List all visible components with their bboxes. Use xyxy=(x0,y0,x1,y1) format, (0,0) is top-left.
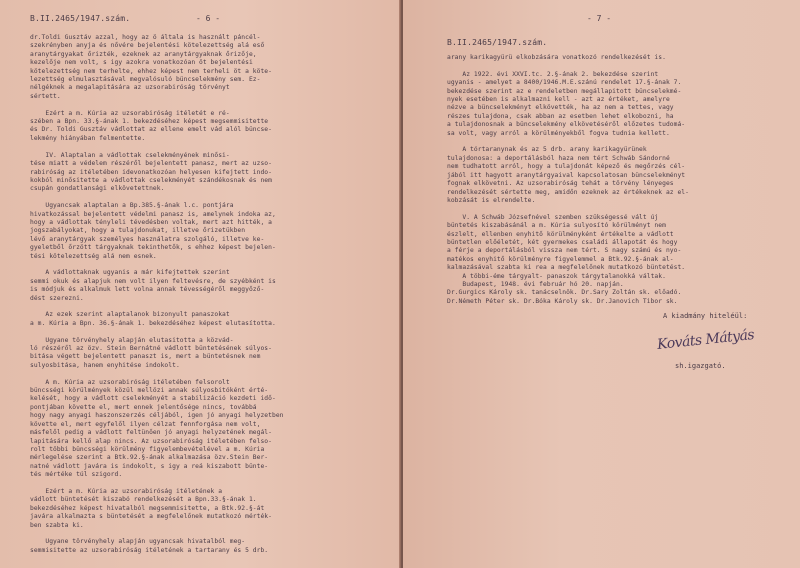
right-text-line: bekezdése szerint az e rendeletben megállapitott büncselekmé- xyxy=(447,87,682,95)
right-text-line: észlelt, ellenben enyhitő körülményként értékelte a vádlott xyxy=(447,230,674,238)
right-text-line: nem tudhatott arról, hogy a tulajdonát képező és megőrzés cél- xyxy=(447,163,686,171)
left-text-line: semmisitette az uzsorabiróság itéletének a tartarany és 5 drb. xyxy=(30,546,269,554)
right-text-line xyxy=(447,62,774,70)
left-text-line: Ugyancsak alaptalan a Bp.385.§-ának l.c. pontjára xyxy=(30,202,234,210)
left-text-line: dr.Toldi Gusztáv azzal, hogy az ö általa is használt páncél- xyxy=(30,34,261,41)
left-page-number: - 6 - xyxy=(196,14,221,23)
right-text-line: fognak elkövetni. Az uzsorabiróság tehát a törvény lényeges xyxy=(447,180,674,188)
left-text-line: rolt többi büncsségi körülmény figyelembevételével a m. Kúria xyxy=(30,445,265,453)
right-text-line: nyek esetében is alkalmazni kell - azt az értéket, amelyre xyxy=(447,96,670,104)
left-text-line: vádlott büntetését kiszabó rendelkezését a Bpn.33.§-ának 1. xyxy=(30,496,257,504)
left-text-line: natné vádlott javára is indokolt, s igy a reá kiszabott bünte- xyxy=(30,462,269,470)
left-text-line: tés mértéke túl szigord. xyxy=(30,471,123,479)
left-text-line: javára alkalmazta s büntetését a megfelelőnek mutatkozó mérték- xyxy=(30,513,272,521)
left-page-header: B.II.2465/1947.szám. xyxy=(30,14,131,23)
left-text-line: gyeletből őrzött tárgyaknak tekinthetők, s ehhez képest bejelen- xyxy=(30,244,276,252)
right-text-line: részes tulajdona, csak abban az esetben lehet elkobozni, ha xyxy=(447,112,674,120)
left-text-line: nélgéknek a megalapitására az uzsorabiróság törvényt xyxy=(30,84,230,92)
right-text-line: sa volt, vagy arról a körülményekből fogva tudnia kellett. xyxy=(447,129,670,137)
left-text-line: szekrényben anyja és nővére bejelentési kötelezettség alá eső xyxy=(30,42,265,50)
left-text-line: kokból minősitette a vádlottak cselekményét szándékosnak és nem xyxy=(30,176,272,184)
left-text-line: A m. Kúria az uzsorabiróság itéletében felsorolt xyxy=(30,378,230,386)
handwritten-signature: Kováts Mátyás xyxy=(656,326,755,354)
left-text-line: rabiróság az itéletében idevonatkozóan helyesen kifejtett indo- xyxy=(30,168,272,176)
left-text-line: sulyosbitása, hanem enyhitése indokolt. xyxy=(30,361,180,369)
left-text-line: a m. Kúria a Bpn. 36.§-ának 1. bekezdéséhez képest elutasította. xyxy=(30,319,276,327)
left-text-line: szében a Bpn. 33.§-ának 1. bekezdéséhez képest megsemmisitette xyxy=(30,118,269,126)
right-text-line: rendelkezését sértette meg, amidőn ezeknek az értékeknek az el- xyxy=(447,188,689,196)
left-text-line: dést szerezni. xyxy=(30,294,84,302)
left-text-line: sértett. xyxy=(30,92,61,100)
left-text-line: ló részéről az özv. Stein Bernátné vádlott büntetésének súlyos- xyxy=(30,345,272,353)
right-page xyxy=(403,0,800,568)
right-text-line: kalmazásával szabta ki rea a megfelelőnek mutatkozó büntetést. xyxy=(447,264,686,272)
right-text-line: Dr.Gurgics Károly sk. tanácselnök. Dr.Sary Zoltán sk. előadó. xyxy=(447,289,682,297)
left-text-line: jogszabályokat, hogy a tulajdonukat, illetve őrizetükben xyxy=(30,227,246,235)
right-text-line: arany karikagyürü elkobzására vonatkozó rendelkezését is. xyxy=(447,54,666,61)
left-text-line: aranytárgyakat őrizték, ezeknek az aranytárgyaknak őrizője, xyxy=(30,50,257,58)
left-text-line: bitása végett bejelentett panaszt is, mert a büntetésnek nem xyxy=(30,353,261,361)
left-text-line: is módjuk és alkalmuk lett volna annak tévességéről meggyőző- xyxy=(30,286,265,294)
left-text-line: kezelője nem volt, s igy azokra vonatkozóan öt bejelentési xyxy=(30,59,253,67)
right-text-line: matékos enyhitő körülményre figyelemmel a Btk.92.§-ának al- xyxy=(447,255,674,263)
left-text-line: tési kötelezettség alá nem esnek. xyxy=(30,252,157,260)
left-text-line xyxy=(30,143,379,151)
left-text-line: lévő aranytárgyak személyes használatra szolgáló, illetve ke- xyxy=(30,235,265,243)
left-text-line: pontjában követte el, mert ennek jelentősége nincs, továbbá xyxy=(30,403,257,411)
left-text-line: IV. Alaptalan a vádlottak cselekményének minősi- xyxy=(30,151,230,159)
left-text-line xyxy=(30,328,379,336)
left-text-line: büncsségi körülmények közül mellözi annak súlyosbitóként érté- xyxy=(30,387,269,395)
right-text-line: A többi-éme tárgyalt- panaszok tárgytalanokká váltak. xyxy=(447,272,666,280)
right-text-line: Budapest, 1948. évi február hó 20. napján. xyxy=(447,280,624,288)
right-text-line: büntetés kiszabásánál a m. Kúria sulyosító körülményt nem xyxy=(447,222,666,230)
right-text-line: Az 1922. évi XXVI.tc. 2.§-ának 2. bekezdése szerint xyxy=(447,70,659,78)
left-text-line: ben szabta ki. xyxy=(30,521,84,529)
right-text-line: jából itt hagyott aranytárgyaival kapcsolatosan büncselekményt xyxy=(447,171,686,179)
left-text-line: mérlegelése szerint a Btk.92.§-ának alkalmazása özv.Stein Ber- xyxy=(30,454,269,462)
left-text-line: és Dr. Toldi Gusztáv vádlottat az ellene emelt vád alól büncse- xyxy=(30,126,272,134)
left-text-line: kötelezettség nem terhelte, ehhez képest nem terheli öt a köte- xyxy=(30,67,272,75)
left-text-line xyxy=(30,194,379,202)
left-text-line: Ugyane törvényhely alapján elutasitotta a közvád- xyxy=(30,336,234,344)
left-text-line: lekmény hiányában felmentette. xyxy=(30,134,146,142)
right-text-line: V. A Schwáb Józsefnével szemben szükségessé vált új xyxy=(447,213,659,221)
left-text-line: csupán gondatlansági elkövetettnek. xyxy=(30,185,165,193)
left-text-line xyxy=(30,303,379,311)
left-page-body xyxy=(30,34,379,555)
right-text-line xyxy=(447,205,774,213)
right-page-body xyxy=(447,54,774,306)
left-text-line: lapitására kellő alap nincs. Az uzsorabiróság itéletében felso- xyxy=(30,437,272,445)
right-text-line: büntetlen előéletét, két gyermekes családi állapotát és hogy xyxy=(447,238,678,246)
right-text-line: a tulajdonosnak a büncselekmény elkövetéséről előzetes tudomá- xyxy=(447,121,686,129)
left-text-line: semmi okuk és alapjuk nem volt ilyen feltevésre, de szyébként is xyxy=(30,277,276,285)
right-text-line: nézve a büncselekményt elkövették, ha az nem a tettes, vagy xyxy=(447,104,674,112)
left-text-line: hogy nagy anyagi haszonszerzés céljából, igen jó anyagi helyzetben xyxy=(30,412,284,420)
left-text-line xyxy=(30,480,379,488)
left-text-line xyxy=(30,370,379,378)
left-text-line: A vádlottaknak ugyanis a már kifejtettek szerint xyxy=(30,269,230,277)
left-text-line xyxy=(30,101,379,109)
certification-label: A kiadmány hiteléül: xyxy=(663,312,748,320)
left-text-line: Ezért a m. Kúria az uzsorabiróság itéletét e ré- xyxy=(30,109,230,117)
signer-title: sh.igazgató. xyxy=(675,362,726,370)
left-text-line: hivatkozással bejelentett védelmi panasz is, amelynek indoka az, xyxy=(30,210,276,218)
left-text-line: követte el, mert egyfelől ilyen célzat fennforgása nem volt, xyxy=(30,420,261,428)
left-text-line: kelését, hogy a vádlott cselekményét a stabilizáció kezdeti idő- xyxy=(30,395,276,403)
right-text-line: a férje a deportálásból vissza nem tért. S nagy számú és nyo- xyxy=(447,247,682,255)
right-text-line: A tórtaranynak és az 5 drb. arany karikagyürünek xyxy=(447,146,647,154)
right-page-header: B.II.2465/1947.szám. xyxy=(447,38,548,47)
right-text-line: tulajdonosa: a deportálásból haza nem tért Schwáb Sándorné xyxy=(447,154,670,162)
right-text-line: Dr.Németh Péter sk. Dr.Bóka Károly sk. Dr.Janovich Tibor sk. xyxy=(447,297,678,305)
right-page-number: - 7 - xyxy=(587,14,612,23)
left-text-line: hogy a vádlottak tényleli tévedésben voltak, mert azt hitték, a xyxy=(30,218,272,226)
left-text-line: Ugyane törvényhely alapján ugyancsak hivatalból meg- xyxy=(30,538,246,546)
right-text-line: ugyanis - amelyet a 8400/1946.M.E.szánú rendelet 17.§-ának 7. xyxy=(447,79,682,87)
left-text-line: Az ezek szerint alaptalanok bizonyult panaszokat xyxy=(30,311,230,319)
left-text-line: Ezért a m. Kúria az uzsorabiróság itéletének a xyxy=(30,487,223,495)
left-text-line: másfelől pedig a vádlott feltünően jó anyagi helyzetének megál- xyxy=(30,429,272,437)
left-text-line: lezettség elmulasztásával megvalósuló büncselekmény sem. Ez- xyxy=(30,76,261,84)
left-text-line: bekezdéséhez képest hivatalból megsemmisitette, a Btk.92.§-át xyxy=(30,504,265,512)
right-text-line: kobzását is elrendelte. xyxy=(447,196,536,204)
left-text-line: tése miatt a védelem részéről bejelentett panasz, mert az uzso- xyxy=(30,160,272,168)
